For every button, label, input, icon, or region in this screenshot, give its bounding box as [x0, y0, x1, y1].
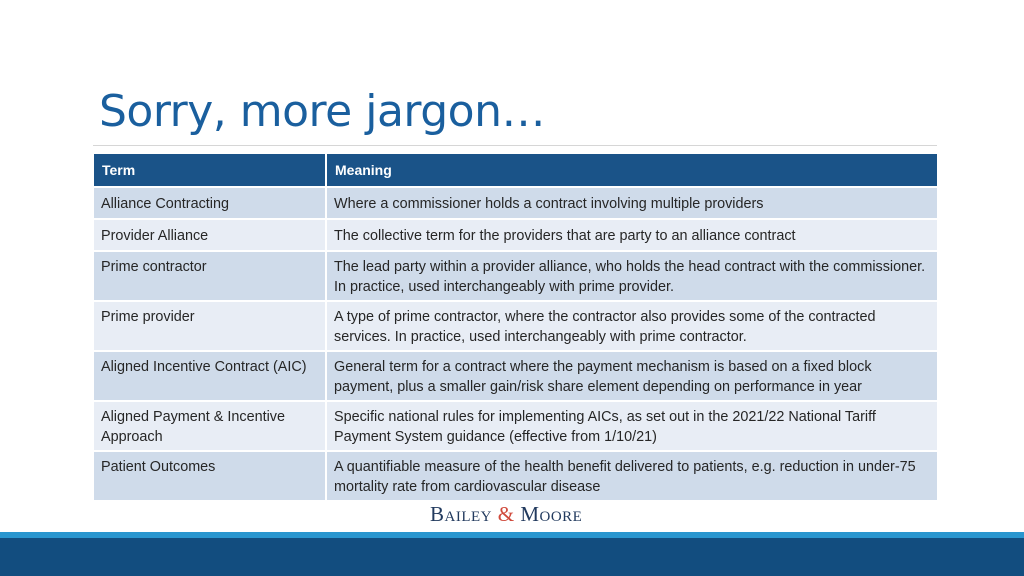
meaning-cell: A quantifiable measure of the health benefit delivered to patients, e.g. reduction in under-75 mortality rate from cardiovascular disease [326, 451, 938, 501]
meaning-cell: A type of prime contractor, where the contractor also provides some of the contracted services. In practice, used interchangeably with prime contractor. [326, 301, 938, 351]
table-row [93, 187, 938, 219]
meaning-cell: Specific national rules for implementing AICs, as set out in the 2021/22 National Tariff Payment System guidance (effective from 1/10/21) [326, 401, 938, 451]
term-cell: Prime contractor [93, 251, 326, 301]
header-meaning: Meaning [326, 153, 938, 187]
table-row [93, 251, 938, 301]
logo-word-bailey: Bailey [430, 502, 498, 526]
table-row [93, 301, 938, 351]
term-cell: Aligned Payment & Incentive Approach [93, 401, 326, 451]
term-cell: Aligned Incentive Contract (AIC) [93, 351, 326, 401]
jargon-table [92, 152, 939, 502]
footer-band [0, 538, 1024, 576]
table-row [93, 451, 938, 501]
company-logo [430, 502, 582, 527]
meaning-cell: General term for a contract where the payment mechanism is based on a fixed block payment, plus a smaller gain/risk share element depending on performance in year [326, 351, 938, 401]
term-cell: Provider Alliance [93, 219, 326, 251]
table-row [93, 351, 938, 401]
logo-word-moore: Moore [514, 502, 583, 526]
term-cell: Patient Outcomes [93, 451, 326, 501]
title-divider [93, 145, 937, 146]
logo-ampersand: & [497, 502, 515, 526]
term-cell: Prime provider [93, 301, 326, 351]
header-term: Term [93, 153, 326, 187]
table-row [93, 219, 938, 251]
slide-title: Sorry, more jargon… [99, 86, 545, 137]
table-row [93, 401, 938, 451]
table-header-row [93, 153, 938, 187]
meaning-cell: Where a commissioner holds a contract involving multiple providers [326, 187, 938, 219]
meaning-cell: The lead party within a provider alliance, who holds the head contract with the commissioner. In practice, used interchangeably with prime provider. [326, 251, 938, 301]
term-cell: Alliance Contracting [93, 187, 326, 219]
meaning-cell: The collective term for the providers that are party to an alliance contract [326, 219, 938, 251]
